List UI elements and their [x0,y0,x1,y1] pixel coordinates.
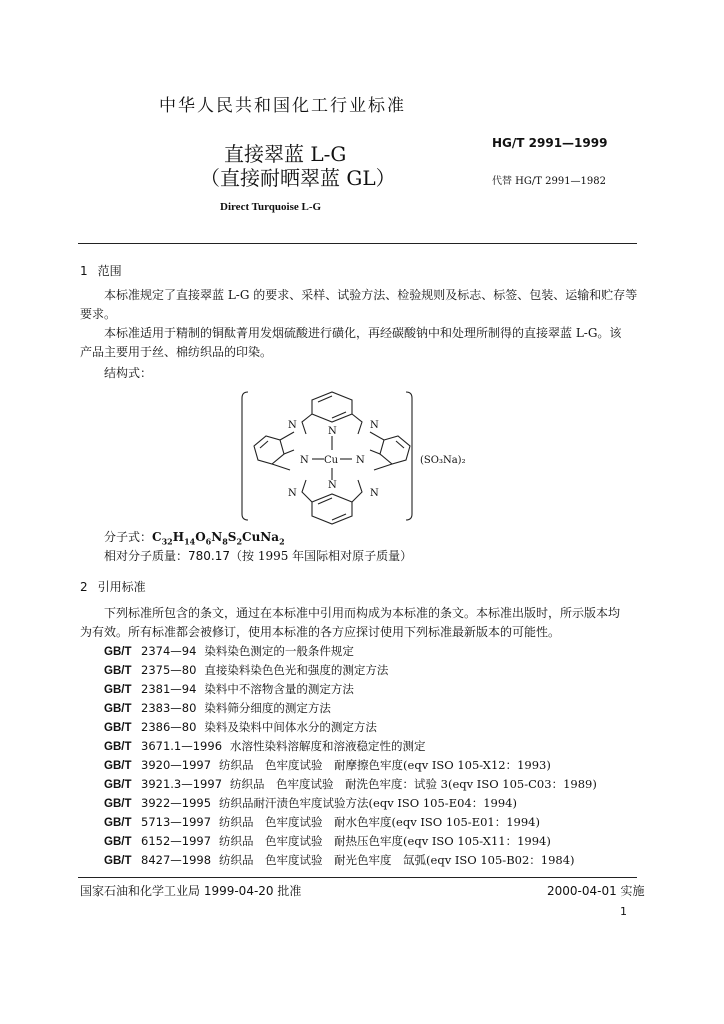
structure-substituent: (SO₃Na)₂ [420,455,466,466]
structure-label: 结构式： [104,366,153,380]
reference-item: GB/T 8427—1998 纺织品 色牢度试验 耐光色牢度 氙弧(eqv ISO 105-B02：1984) [104,853,575,867]
section-1-number: 1 [80,264,88,278]
page-number: 1 [620,905,627,918]
scope-paragraph-2-line-2: 产品主要用于丝、棉纺织品的印染。 [80,345,273,359]
structural-formula [238,388,518,528]
reference-item: GB/T 6152—1997 纺织品 色牢度试验 耐热压色牢度(eqv ISO 105-X11：1994) [104,834,551,848]
section-1-title: 范围 [97,264,122,278]
footer-divider [78,877,637,878]
scope-paragraph-1-line-1: 本标准规定了直接翠蓝 L-G 的要求、采样、试验方法、检验规则及标志、标签、包装、运输和贮存等 [104,288,638,302]
mass-label: 相对分子质量： [104,549,189,563]
reference-item: GB/T 2386—80 染料及染料中间体水分的测定方法 [104,720,377,734]
section-2-title: 引用标准 [97,580,146,594]
section-2-heading [80,578,146,595]
standard-number: HG/T 2991—1999 [492,136,608,150]
english-title: Direct Turquoise L-G [220,201,322,213]
structure-n-label: N [356,455,365,466]
structure-metal-center: Cu [324,455,339,466]
formula-label: 分子式： [104,530,153,544]
structure-n-label: N [300,455,309,466]
approval-info: 国家石油和化学工业局 1999-04-20 批准 [80,884,302,898]
structure-n-label: N [328,480,337,491]
section-2-number: 2 [80,580,88,594]
reference-item: GB/T 2381—94 染料中不溶物含量的测定方法 [104,682,354,696]
structure-n-label: N [288,420,297,431]
reference-item: GB/T 3920—1997 纺织品 色牢度试验 耐摩擦色牢度(eqv ISO 105-X12：1993) [104,758,551,772]
reference-item: GB/T 2374—94 染料染色测定的一般条件规定 [104,644,354,658]
reference-item: GB/T 3671.1—1996 水溶性染料溶解度和溶液稳定性的测定 [104,739,426,753]
structure-n-label: N [328,426,337,437]
scope-paragraph-2-line-1: 本标准适用于精制的铜酞菁用发烟硫酸进行磺化，再经碳酸钠中和处理所制得的直接翠蓝 L-G。该 [104,326,622,340]
formula-value: $C_{32}H_{14}O_6N_8S_2CuNa_2$ [152,530,285,547]
replaces-standard: 代替 HG/T 2991—1982 [492,176,607,187]
mass-note: （按 1995 年国际相对原子质量） [230,549,413,563]
references-intro-line-1: 下列标准所包含的条文，通过在本标准中引用而构成为本标准的条文。本标准出版时，所示版本均 [104,606,621,620]
structure-n-label: N [288,488,297,499]
issuing-authority: 中华人民共和国化工行业标准 [159,96,406,116]
reference-item: GB/T 5713—1997 纺织品 色牢度试验 耐水色牢度(eqv ISO 105-E01：1994) [104,815,540,829]
references-list [104,642,597,870]
mass-value: 780.17 [188,549,231,563]
standard-subtitle: （直接耐晒翠蓝 GL） [200,166,396,190]
reference-item: GB/T 2383—80 染料筛分细度的测定方法 [104,701,331,715]
reference-item: GB/T 3921.3—1997 纺织品 色牢度试验 耐洗色牢度：试验 3(eqv ISO 105-C03：1989) [104,777,597,791]
structure-n-label: N [370,488,379,499]
molecular-mass [104,547,412,566]
scope-paragraph-1-line-2: 要求。 [80,307,117,321]
reference-item: GB/T 3922—1995 纺织品耐汗渍色牢度试验方法(eqv ISO 105-E04：1994) [104,796,517,810]
implementation-date: 2000-04-01 实施 [547,884,645,898]
structure-n-label: N [370,420,379,431]
header-divider [78,243,637,244]
reference-item: GB/T 2375—80 直接染料染色色光和强度的测定方法 [104,663,389,677]
standard-title: 直接翠蓝 L-G [224,142,347,166]
references-intro-line-2: 为有效。所有标准都会被修订，使用本标准的各方应探讨使用下列标准最新版本的可能性。 [80,625,561,639]
section-1-heading [80,262,122,279]
